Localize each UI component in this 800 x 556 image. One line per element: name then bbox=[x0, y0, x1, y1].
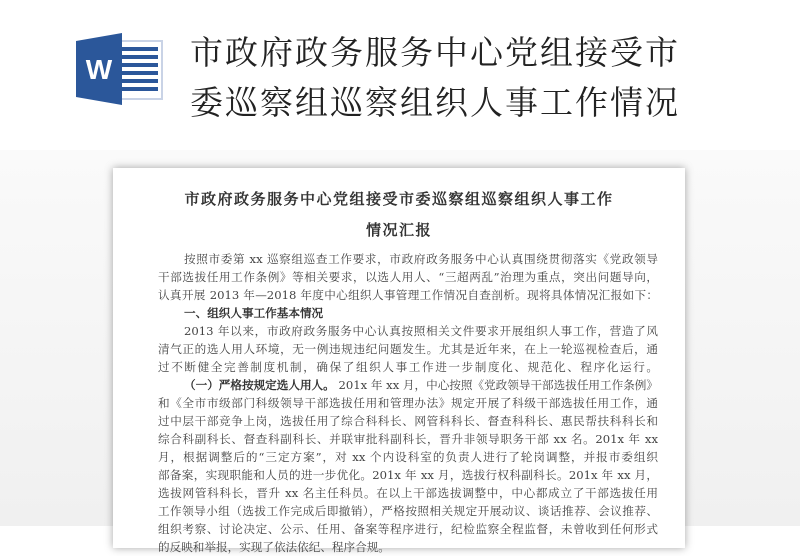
document-title-line: 市政府政务服务中心党组接受市委巡察组巡察组织人事工作 bbox=[184, 190, 614, 208]
text-line: 月，根据调整后的“三定方案”，对 xx 个内设科室的负责人进行了轮岗调整，并报市委组织 bbox=[158, 450, 658, 464]
text-span: 201x 年 xx 月，中心按照《党政领导干部选拔任用工作条例》 bbox=[338, 378, 658, 392]
text-line: 2013 年以来，市政府政务服务中心认真按照相关文件要求开展组织人事工作，营造了风 bbox=[184, 324, 658, 338]
header bbox=[0, 0, 800, 160]
text-line: 认真开展 2013 年—2018 年度中心组织人事管理工作情况自查剖析。现将具体情况汇报如下： bbox=[158, 288, 658, 302]
text-line: 和《全市市级部门科级领导干部选拔任用和管理办法》规定开展了科级干部选拔任用工作，通 bbox=[158, 396, 658, 410]
text-line bbox=[158, 376, 658, 394]
document-page bbox=[113, 168, 685, 554]
header-title bbox=[190, 28, 750, 128]
text-line: 组织考察、讨论决定、公示、任用、备案等程序进行，纪检监察全程监督，未曾收到任何形式 bbox=[158, 522, 658, 536]
text-line: 过不断健全完善制度机制，确保了组织人事工作进一步制度化、规范化、程序化运行。 bbox=[158, 360, 658, 374]
word-icon bbox=[76, 33, 164, 105]
text-line: 选拔网管科科长，晋升 xx 名主任科员。在以上干部选拔调整中，中心都成立了干部选拔任用 bbox=[158, 486, 658, 500]
text-line: 工作领导小组（选拔工作完成后即撤销），严格按照相关规定开展动议、谈话推荐、会议推荐、 bbox=[158, 504, 658, 518]
document-body bbox=[158, 250, 658, 556]
text-line: 综合科副科长、督查科副科长、并联审批科副科长，晋升非领导职务干部 xx 名。201x 年 xx bbox=[158, 432, 658, 446]
header-title-line: 委巡察组巡察组织人事工作情况 bbox=[190, 83, 680, 122]
text-line: 按照市委第 xx 巡察组巡查工作要求，市政府政务服务中心认真围绕贯彻落实《党政领导 bbox=[184, 252, 658, 266]
text-line: 过中层干部竞争上岗，选拔任用了综合科科长、网管科科长、督查科科长、惠民帮扶科科长和 bbox=[158, 414, 658, 428]
header-title-line: 市政府政务服务中心党组接受市 bbox=[190, 33, 680, 72]
section-heading: 一、组织人事工作基本情况 bbox=[184, 306, 324, 320]
svg-text:W: W bbox=[85, 54, 113, 85]
text-line: 干部选拔任用工作条例》等相关要求，以选人用人、“三超两乱”治理为重点，突出问题导向， bbox=[158, 270, 658, 284]
text-line: 清气正的选人用人环境，无一例违规违纪问题发生。尤其是近年来，在上一轮巡视检查后，通 bbox=[158, 342, 658, 356]
subsection-heading: （一）严格按规定选人用人。 bbox=[184, 378, 335, 392]
text-line: 的反映和举报，实现了依法依纪、程序合规。 bbox=[158, 540, 390, 554]
document-title-line: 情况汇报 bbox=[365, 221, 432, 239]
text-line: 部备案，实现职能和人员的进一步优化。201x 年 xx 月，选拔行权科副科长。201x 年 xx 月， bbox=[158, 468, 658, 482]
